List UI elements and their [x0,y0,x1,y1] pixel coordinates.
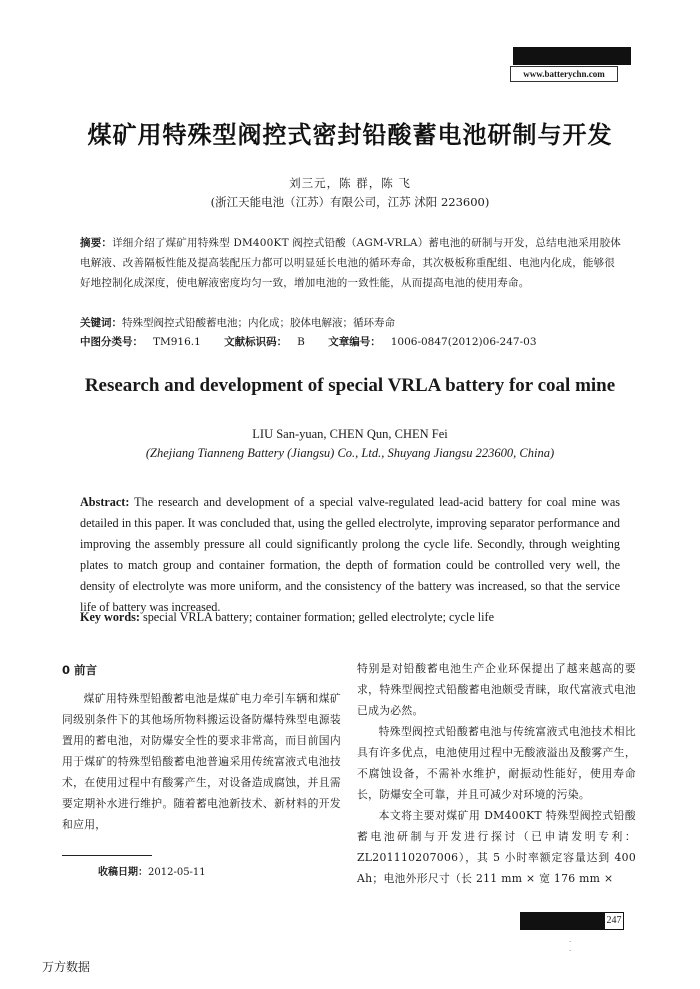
body-column-left [62,688,341,835]
abstract-en-text: The research and development of a special valve-regulated lead-acid battery for coal mine was detailed in this paper. It was concluded that, using the gelled electrolyte, improving separator performance and improving the assembly pressure all could significantly prolong the cycle life. Secondly, through weighting plates to match group and container formation, the depth of formation could be controlled very well, the density of electrolyte was more uniform, and the consistency of the battery was increased, so that the service life of battery was increased. [80,495,621,614]
body-paragraph: 特别是对铅酸蓄电池生产企业环保提出了越来越高的要求，特殊型阀控式铅酸蓄电池颇受青睐，取代富液式电池已成为必然。 [357,662,636,717]
keywords-cn-text: 特殊型阀控式铅酸蓄电池；内化成；胶体电解液；循环寿命 [122,317,395,329]
affiliation-en: (Zhejiang Tianneng Battery (Jiangsu) Co., Ltd., Shuyang Jiangsu 223600, China) [145,446,555,460]
paper-title-cn: 煤矿用特殊型阀控式密封铅酸蓄电池研制与开发 [87,121,613,149]
body-paragraph: 本文将主要对煤矿用 DM400KT 特殊型阀控式铅酸蓄电池研制与开发进行探讨（已申请发明专利：ZL201110207006），其 5 小时率额定容量达到 400 Ah；电池外形尺寸（长 211 mm × 宽 176 mm × [357,809,636,885]
received-date-label: 收稿日期： [98,867,148,878]
paper-title-en: Research and development of special VRLA battery for coal mine [84,375,616,396]
clc-value: TM916.1 [153,336,201,348]
clc-label: 中图分类号： [80,336,143,348]
keywords-cn-label: 关键词： [80,317,122,329]
header-black-bar [513,47,631,65]
classification-line [80,332,621,352]
page-number-bar [520,912,604,930]
doc-code-label: 文献标识码： [224,336,288,348]
affiliation-cn: (浙江天能电池（江苏）有限公司，江苏 沭阳 223600) [210,195,490,209]
authors-cn: 刘三元，陈 群，陈 飞 [289,176,411,190]
authors-en: LIU San-yuan, CHEN Qun, CHEN Fei [252,427,448,441]
footer-watermark: 万方数据 [42,960,91,974]
abstract-en [80,492,620,618]
journal-url: www.batterychn.com [510,66,618,82]
abstract-cn [80,233,621,293]
doc-code-value: B [297,336,305,348]
received-date [98,863,206,878]
page-number: 247 [604,912,624,930]
received-date-value: 2012-05-11 [148,867,206,878]
article-no-label: 文章编号： [328,336,381,348]
keywords-en-label: Key words: [80,610,140,624]
keywords-en [80,607,620,628]
keywords-cn [80,313,621,333]
article-no-value: 1006-0847(2012)06-247-03 [390,336,537,348]
abstract-cn-text: 详细介绍了煤矿用特殊型 DM400KT 阀控式铅酸（AGM-VRLA）蓄电池的研制与开发，总结电池采用胶体电解液、改善隔板性能及提高装配压力都可以明显延长电池的循环寿命，其次极板称重配组、电池内化成，能够很好地控制化成深度，使电解液密度均匀一致，增加电池的一致性能，从而提高电池的使用寿命。 [80,237,621,289]
scan-specks: · · [569,938,572,955]
keywords-en-text: special VRLA battery; container formation; gelled electrolyte; cycle life [142,610,495,624]
body-paragraph: 煤矿用特殊型铅酸蓄电池是煤矿电力牵引车辆和煤矿同级别条件下的其他场所物料搬运设备防爆特殊型电源装置用的蓄电池，对防爆安全性的要求非常高，而目前国内用于煤矿的特殊型铅酸蓄电池普遍采用传统富液式电池技术，在使用过程中有酸雾产生，对设备造成腐蚀，并且需要定期补水进行维护。随着蓄电池新技术、新材料的开发和应用， [62,692,341,831]
abstract-en-label: Abstract: [80,495,130,509]
footnote-rule [62,855,152,856]
body-paragraph: 特殊型阀控式铅酸蓄电池与传统富液式电池技术相比具有许多优点，电池使用过程中无酸液溢出及酸雾产生，不腐蚀设备，不需补水维护，耐振动性能好，使用寿命长，防爆安全可靠，并且可减少对环境的污染。 [357,725,636,801]
abstract-cn-label: 摘要： [80,237,113,249]
body-column-right [357,658,636,889]
section-heading-intro: 0 前言 [62,663,98,677]
